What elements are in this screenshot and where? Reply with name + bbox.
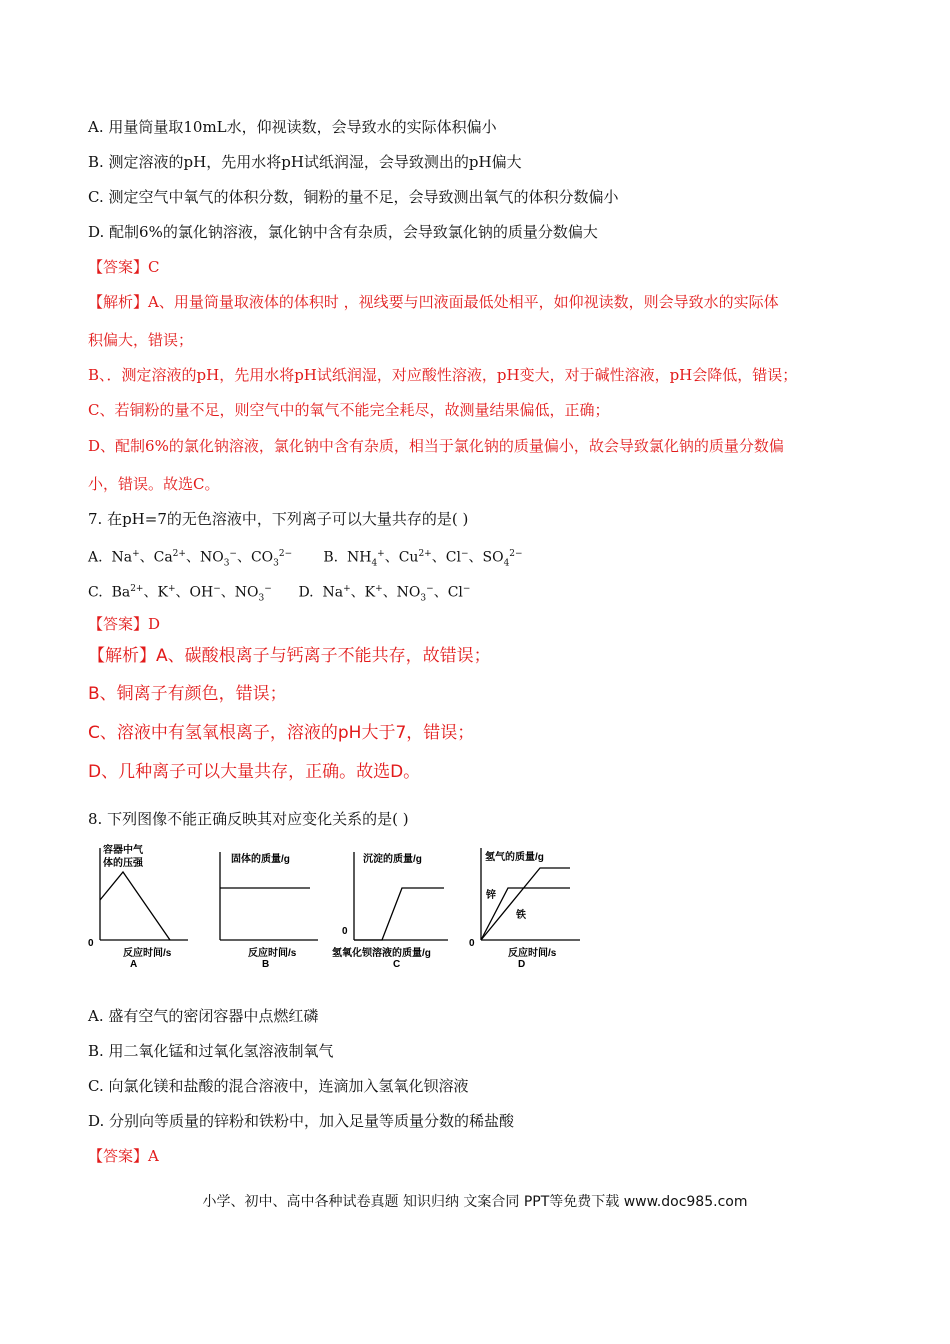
graph-a-origin: 0 <box>88 938 94 949</box>
graph-d-ylabel: 氢气的质量/g <box>485 852 544 863</box>
q8-stem: 8. 下列图像不能正确反映其对应变化关系的是( ) <box>88 810 409 828</box>
q6-option-a: A. 用量筒量取10mL水，仰视读数，会导致水的实际体积偏小 <box>88 118 497 136</box>
graph-d-xlabel: 反应时间/s <box>508 948 557 959</box>
graph-c-origin: 0 <box>342 926 348 937</box>
q6-option-b: B. 测定溶液的pH，先用水将pH试纸润湿，会导致测出的pH偏大 <box>88 153 522 171</box>
graph-b-tag: B <box>262 959 270 970</box>
q7-options-ab: A. Na+、$Ca^{2+}$、$NO_3^-$、$CO_3^{2-}$ B. $NH_4^+$、$Cu^{2+}$、Cl−、$SO_4^{2-}$ <box>88 549 523 569</box>
graph-d-tag: D <box>518 959 526 970</box>
graph-a-ylabel: 容器中气 <box>103 845 143 856</box>
q7-options-cd: C. $Ba^{2+}$、K+、OH−、$NO_3^-$ D. Na+、K+、$NO_3^-$、Cl− <box>88 584 471 604</box>
graph-d-iron-label: 铁 <box>516 910 526 921</box>
q7-analysis-line: 【解析】A、碳酸根离子与钙离子不能共存，故错误； <box>88 646 491 666</box>
q8-graphs <box>88 840 588 970</box>
q8-option-d: D. 分别向等质量的锌粉和铁粉中，加入足量等质量分数的稀盐酸 <box>88 1112 515 1130</box>
q8-answer: 【答案】A <box>88 1147 159 1165</box>
graph-c-ylabel: 沉淀的质量/g <box>363 854 422 865</box>
q6-analysis-line: 小，错误。故选C。 <box>88 475 220 493</box>
graph-c <box>332 852 448 970</box>
q6-analysis-line: D、配制6%的氯化钠溶液，氯化钠中含有杂质，相当于氯化钠的质量偏小，故会导致氯化钠的质量分数偏 <box>88 437 784 455</box>
q8-option-c: C. 向氯化镁和盐酸的混合溶液中，连滴加入氢氧化钡溶液 <box>88 1077 469 1095</box>
q8-option-b: B. 用二氧化锰和过氧化氢溶液制氧气 <box>88 1042 334 1060</box>
graph-a-xlabel: 反应时间/s <box>123 948 172 959</box>
q6-option-c: C. 测定空气中氧气的体积分数，铜粉的量不足，会导致测出氧气的体积分数偏小 <box>88 188 619 206</box>
page-footer: 小学、初中、高中各种试卷真题 知识归纳 文案合同 PPT等免费下载 www.doc985.com <box>202 1194 748 1210</box>
graph-b <box>220 852 318 970</box>
graph-a-tag: A <box>130 959 138 970</box>
graph-a <box>88 843 188 970</box>
q6-analysis-line: C、若铜粉的量不足，则空气中的氧气不能完全耗尽，故测量结果偏低，正确； <box>88 401 610 419</box>
graph-c-tag: C <box>393 959 401 970</box>
q6-analysis-line: 【解析】A、用量筒量取液体的体积时 ，视线要与凹液面最低处相平，如仰视读数，则会导致水的实际体 <box>88 293 779 311</box>
graph-d-zinc-label: 锌 <box>486 890 496 901</box>
q6-answer: 【答案】C <box>88 258 160 276</box>
graph-c-xlabel: 氢氧化钡溶液的质量/g <box>332 948 431 959</box>
graph-b-ylabel: 固体的质量/g <box>231 854 290 865</box>
q8-option-a: A. 盛有空气的密闭容器中点燃红磷 <box>88 1007 319 1025</box>
q7-answer: 【答案】D <box>88 615 161 633</box>
q6-analysis-line: 积偏大，错误； <box>88 331 194 349</box>
q6-analysis-line: B、．测定溶液的pH，先用水将pH试纸润湿，对应酸性溶液，pH变大，对于碱性溶液，pH会降低，错误； <box>88 366 798 384</box>
q7-analysis-line: B、铜离子有颜色，错误； <box>88 684 287 704</box>
graph-d-origin: 0 <box>469 938 475 949</box>
graph-a-ylabel: 体的压强 <box>103 858 143 869</box>
q7-stem: 7. 在pH=7的无色溶液中，下列离子可以大量共存的是( ) <box>88 510 469 528</box>
q7-analysis-line: D、几种离子可以大量共存，正确。故选D。 <box>88 762 421 782</box>
graph-d <box>469 848 580 970</box>
graph-b-xlabel: 反应时间/s <box>248 948 297 959</box>
q6-option-d: D. 配制6%的氯化钠溶液，氯化钠中含有杂质，会导致氯化钠的质量分数偏大 <box>88 223 598 241</box>
q7-analysis-line: C、溶液中有氢氧根离子，溶液的pH大于7，错误； <box>88 723 475 743</box>
